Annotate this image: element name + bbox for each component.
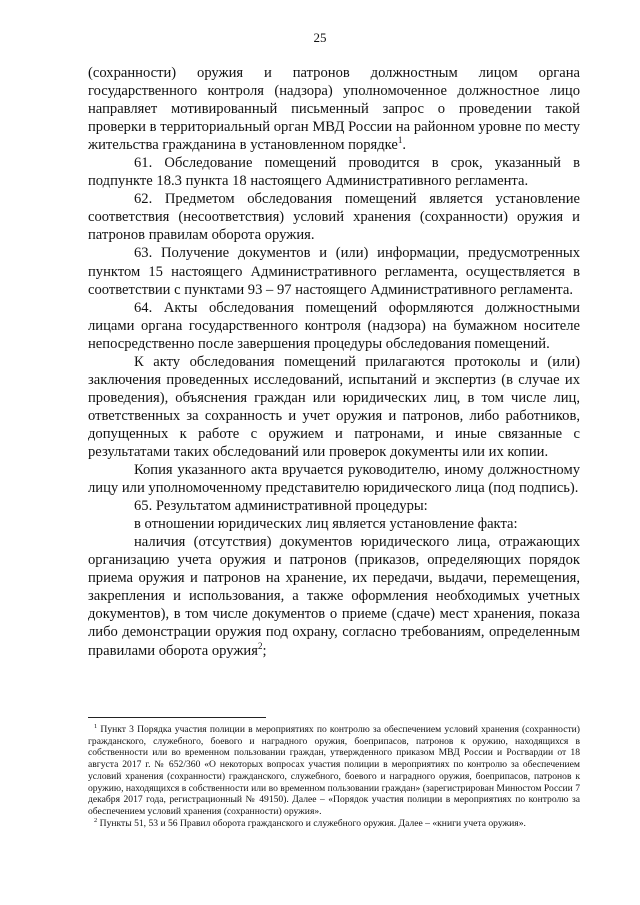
- footnote-ref-2[interactable]: 2: [257, 640, 263, 651]
- paragraph-64-copy: Копия указанного акта вручается руководителю, иному должностному лицу или уполномоченному представителю юридического лица (под подпись).: [88, 462, 580, 497]
- paragraph-65-documents: наличия (отсутствия) документов юридического лица, отражающих организацию учета оружия и патронов (приказов, определяющих порядок приема оружия и патронов на хранение, их передачи, выдачи, перемещения, закрепления и использования, а также оформления необходимых учетных документов), в том числе документов о приеме (сдаче) мест хранения, показа либо демонстрации оружия под охрану, согласно требованиям, определенным правилами оборота оружия$^2$;: [88, 534, 580, 659]
- footnote-2: $^2$ Пункты 51, 53 и 56 Правил оборота гражданского и служебного оружия. Далее – «книги учета оружия».: [94, 816, 526, 829]
- paragraph-65-legal-entities: в отношении юридических лиц является установление факта:: [134, 516, 518, 533]
- main-text: [88, 64, 580, 660]
- footnote-ref-1[interactable]: 1: [397, 135, 403, 146]
- paragraph-62: 62. Предметом обследования помещений является установление соответствия (несоответствия) условий хранения (сохранности) оружия и патронов правилам оборота оружия.: [88, 191, 580, 244]
- paragraph-64: 64. Акты обследования помещений оформляются должностными лицами органа государственного контроля (надзора) на бумажном носителе непосредственно после завершения процедуры обследования помещений.: [88, 299, 580, 352]
- page-number: 25: [313, 30, 327, 45]
- paragraph-continuation: (сохранности) оружия и патронов должностным лицом органа государственного контроля (надзора) уполномоченное должностное лицо направляет мотивированный письменный запрос о проведении такой проверки в территориальный орган МВД России на районном уровне по месту жительства гражданина в установленном порядке$^1$.: [88, 65, 580, 154]
- paragraph-65: 65. Результатом административной процедуры:: [134, 498, 428, 515]
- paragraph-61: 61. Обследование помещений проводится в срок, указанный в подпункте 18.3 пункта 18 настоящего Административного регламента.: [88, 155, 580, 190]
- paragraph-63: 63. Получение документов и (или) информации, предусмотренных пунктом 15 настоящего Административного регламента, осуществляется в соответствии с пунктами 93 – 97 настоящего Административного регламента.: [88, 245, 580, 298]
- footnote-divider: [88, 717, 266, 718]
- paragraph-64-attachments: К акту обследования помещений прилагаются протоколы и (или) заключения проведенных исследований, испытаний и экспертиз (в случае их проведения), объяснения граждан или юридических лиц, в том числе лиц, ответственных за сохранность и учет оружия и патронов, либо работников, допущенных к работе с оружием и патронами, и иные связанные с результатами таких обследований или проверок документы или их копии.: [88, 353, 580, 460]
- footnotes: [88, 724, 580, 829]
- footnote-1: $^1$ Пункт 3 Порядка участия полиции в мероприятиях по контролю за обеспечением условий хранения (сохранности) гражданского, служебного, боевого и наградного оружия, боеприпасов, патронов к оружию, находящихся в собственности или во временном пользовании граждан, утвержденного приказом МВД России и Росгвардии от 18 августа 2017 г. № 652/360 «О некоторых вопросах участия полиции в мероприятиях по контролю за обеспечением условий хранения (сохранности) гражданского, служебного, боевого и наградного оружия, боеприпасов, патронов к оружию, находящихся в собственности или во временном пользовании граждан» (зарегистрирован Минюстом России 7 декабря 2017 года, регистрационный № 49150). Далее – «Порядок участия полиции в мероприятиях по контролю за обеспечением условий хранения (сохранности) оружия».: [88, 722, 580, 817]
